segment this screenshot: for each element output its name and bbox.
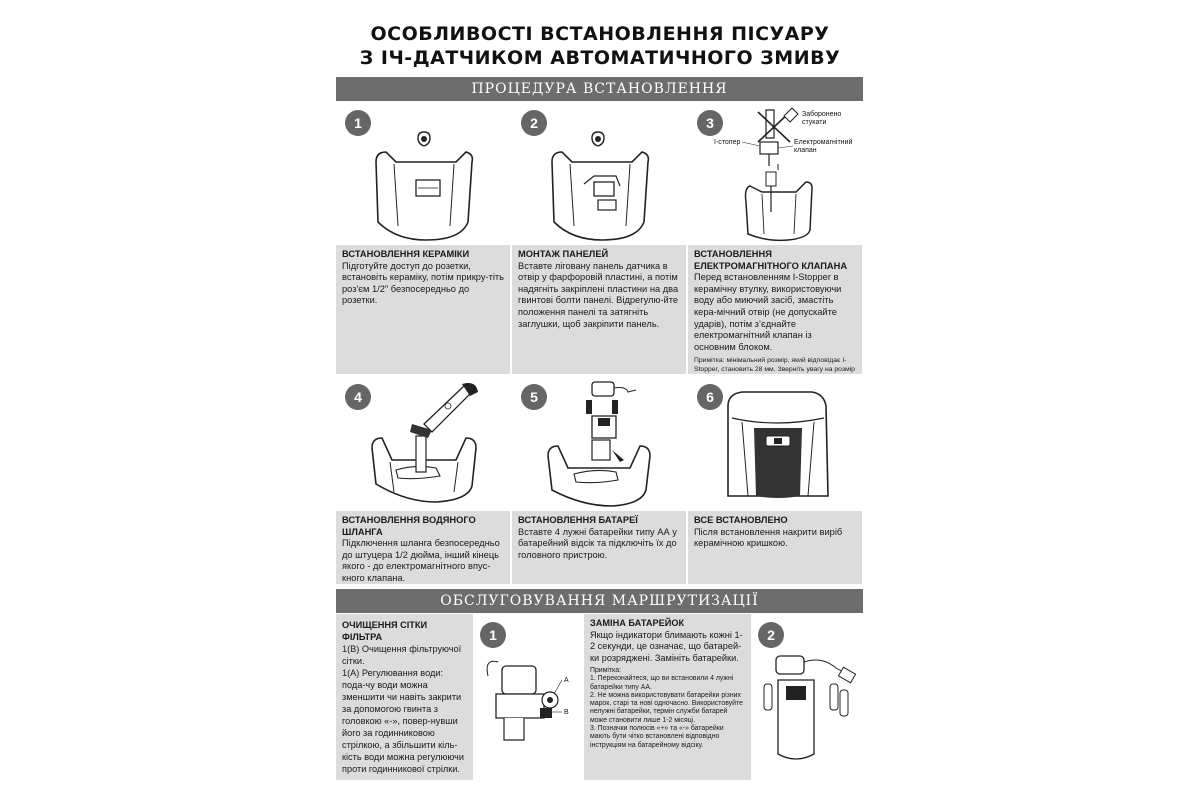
filter-p1: 1(B) Очищення фільтруючої сітки. [342,644,462,666]
label-istopper: І-стопер [714,139,741,146]
note-title: Примітка: [590,667,621,674]
battery-heading: ЗАМІНА БАТАРЕЙОК [590,618,685,628]
step-text: Підключення шланга безпосередньо до штуцера 1/2 дюйма, інший кінець якого - до електромагнітного впус-кного клапана. [342,538,500,583]
filter-p2: 1(A) Регулювання води: пода-чу води можна зменшити чи навіть закрити за допомогою гвинта з головкою «-», повер-нувши його за годинниковою стрілкою, а збільшити кіль-кість води можна регулюючи проти годинникової стрілки. [342,668,464,774]
step-text: Перед встановленням I-Stopper в керамічну втулку, використовуючи воду або миючий засіб, змастіть кера-мічний отвір (не допускайте ударів), потім з’єднайте електромагнітний клапан із основним блоком. [694,272,842,352]
filter-illustration [474,614,583,780]
title-line-1: ОСОБЛИВОСТІ ВСТАНОВЛЕННЯ ПІСУАРУ [370,23,830,45]
step-text: Підготуйте доступ до розетки, встановіть кераміку, потім прикру-тіть роз'єм 1/2" безпосередньо до розетки. [342,260,504,306]
maint-number-badge: 1 [480,622,506,648]
filter-heading: ОЧИЩЕННЯ СІТКИ ФІЛЬТРА [342,620,428,642]
section-installation-header: ПРОЦЕДУРА ВСТАНОВЛЕННЯ [336,77,863,101]
battery-note [590,667,745,750]
step-number-badge: 6 [697,384,723,410]
maintenance-section [336,614,863,780]
step-heading: ВСЕ ВСТАНОВЛЕНО [694,515,788,525]
note-2: 2. Не можна використовувати батарейки різних марок, старі та нові одночасно. Використовуйте нелужні батарейки, термін служби батарей може становити лише 1-2 місяці. [590,691,743,724]
label-a: A [564,677,569,684]
step-1-illustration [336,102,510,244]
step-number-badge: 2 [521,110,547,136]
step-heading: ВСТАНОВЛЕННЯ КЕРАМІКИ [342,249,470,259]
step-4-description [336,511,510,584]
note-3: 3. Позначки полюсів «+» та «-» батарейки мають бути чітко встановлені відповідно інструкціям на батарейному відсіку. [590,725,724,749]
label-forbidden-2: стукати [802,119,827,126]
step-3-description [688,245,862,374]
step-5-description [512,511,686,584]
label-forbidden: Заборонено [802,111,842,118]
battery-illustration [752,614,863,780]
step-5-illustration [512,376,686,510]
step-heading: ВСТАНОВЛЕННЯ ВОДЯНОГО ШЛАНГА [342,515,476,537]
step-6-illustration [688,376,862,510]
step-text: Вставте ліговану панель датчика в отвір у фарфоровій пластині, а потім надягніть закріплені пластини на два гвинтові болти панелі. Відрегулю-йте положення панелі та затягніть заглушки, щоб закріпити панель. [518,260,679,329]
step-1-description [336,245,510,374]
step-heading: ВСТАНОВЛЕННЯ ЕЛЕКТРОМАГНІТНОГО КЛАПАНА [694,249,848,271]
installation-steps-grid [336,102,863,584]
step-number-badge: 1 [345,110,371,136]
note-1: 1. Переконайтеся, що ви встановили 4 лужні батарейки типу АА. [590,675,734,691]
section-maintenance-header: ОБСЛУГОВУВАННЯ МАРШРУТИЗАЦІЇ [336,589,863,613]
step-number-badge: 4 [345,384,371,410]
step-2-description [512,245,686,374]
step-heading: ВСТАНОВЛЕННЯ БАТАРЕЇ [518,515,638,525]
label-valve-2: клапан [794,147,817,154]
filter-cleaning-description [336,614,473,780]
step-number-badge: 3 [697,110,723,136]
step-number-badge: 5 [521,384,547,410]
step-2-illustration [512,102,686,244]
step-3-illustration [688,102,862,244]
title-line-2: З ІЧ-ДАТЧИКОМ АВТОМАТИЧНОГО ЗМИВУ [359,47,841,69]
battery-text: Якщо індикатори блимають кожні 1-2 секунди, це означає, що батарей-ки розряджені. Замініть батарейки. [590,629,743,663]
label-b: B [564,709,569,716]
battery-replace-description [584,614,751,780]
step-heading: МОНТАЖ ПАНЕЛЕЙ [518,249,609,259]
document-title [336,22,864,70]
label-valve: Електромагнітний [794,139,853,146]
step-text: Вставте 4 лужні батарейки типу АА у батарейний відсік та підключіть їх до головного пристрою. [518,526,677,560]
step-note: Примітка: мінімальний розмір, який відповідає I-Stopper, становить 28 мм. Зверніть увагу на розмір [694,357,855,373]
step-6-description [688,511,862,584]
step-4-illustration [336,376,510,510]
step-text: Після встановлення накрити виріб керамічною кришкою. [694,526,843,549]
maint-number-badge: 2 [758,622,784,648]
